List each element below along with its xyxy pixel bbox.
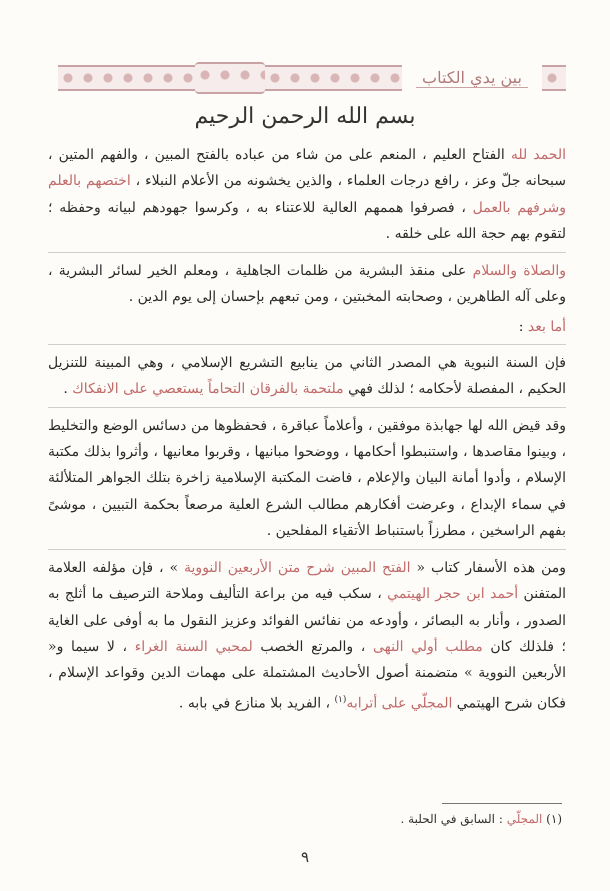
main-text (48, 142, 566, 721)
text-run: على منقذ البشرية من ظلمات الجاهلية ، ومعلم الخير لسائر البشرية ، وعلى آله الطاهرين ، وصحابته المخبتين ، ومن تبعهم بإحسان إلى يوم الدين . (48, 262, 566, 306)
paragraph-scholars: وقد قيض الله لها جهابذة موفقين ، وأعلاماً عباقرة ، فحفظوها من دسائس الوضع والتخليط ، وبينوا مقاصدها ، واستنبطوا أحكامها ، ووضحوا مبانيها ، وقربوا معانيها ، وأثروا بذلك مكتبة الإسلام ، وأدوا أمانة البيان والإعلام ، فاضت المكتبة الإسلامية زاخرة بتلك الجواهر المتلألئة في سماء الإبداع ، وعرضت أفكارهم مطالب الشرع العلية مرصعاً بحكمة التبيين ، موشىً بفهم الراسخين ، مطرزاً باستنباط الأتقياء المفلحين . (48, 417, 566, 540)
page-number: ٩ (300, 848, 310, 866)
basmala: بسم الله الرحمن الرحيم (194, 104, 416, 129)
highlight-text: الحمد لله (510, 147, 566, 163)
footnote-text: : السابق في الحلبة . (400, 812, 507, 826)
text-run: ، سكب فيه من براعة التأليف وملاحة الترصيف ما أثلج به الصدور ، وأنار به البصائر ، وأودعه من نفائس الفوائد وعزيز النقول ما به أوفى على الغاية ؛ فلذلك كان (48, 586, 567, 655)
highlight-text: اختصهم بالعلم وشرفهم بالعمل (48, 173, 567, 216)
footnote-rule (442, 803, 562, 804)
highlight-text: المجلّي على أترابه (346, 695, 453, 712)
chapter-title: بين يدي الكتاب (416, 68, 528, 88)
divider (48, 344, 566, 345)
text-run: » ، فإن مؤلفه العلامة المتفنن (48, 559, 566, 603)
highlight-text: والصلاة والسلام (472, 262, 567, 279)
author-name: أحمد ابن حجر الهيتمي (387, 586, 519, 603)
paragraph-sunnah (48, 350, 566, 403)
ornament-band-right (542, 65, 566, 91)
header-ornament (58, 60, 566, 96)
footnote-ref[interactable]: (١) (334, 694, 347, 705)
paragraph-salutation (48, 258, 566, 311)
book-title: الفتح المبين شرح متن الأربعين النووية (184, 559, 411, 576)
footnote (44, 812, 562, 826)
text-run: ، والمرتع الخصب (252, 638, 373, 655)
text-run: . (63, 381, 73, 398)
divider (48, 252, 566, 253)
footnote-term: المجلّي (506, 812, 543, 826)
highlight-text: مطلب أولي النهى (372, 638, 483, 655)
text-run: : (518, 319, 528, 336)
text-run: ، لا سيما و« الأربعين النووية » متضمنة أصول الأحاديث المشتملة على مهمات الدين وقواعد الإسلام ، فكان شرح الهيتمي (48, 638, 566, 712)
text-run: ، الفريد بلا منازع في بابه . (178, 695, 335, 712)
text-run: ، فصرفوا هممهم العالية للاعتناء به ، وكرسوا جهودهم لبيانه وحفظه ؛ لتقوم بهم حجة الله على خلقه . (48, 199, 566, 243)
highlight-text: أما بعد (527, 319, 566, 336)
ornament-medallion-icon (195, 62, 265, 94)
text-run: ومن هذه الأسفار كتاب « (410, 559, 566, 576)
text-run: فإن السنة النبوية هي المصدر الثاني من ينابيع التشريع الإسلامي ، وهي المبينة للتنزيل الحكيم ، المفصلة لأحكامه ؛ لذلك فهي (48, 354, 566, 398)
header-medallion (195, 62, 265, 94)
paragraph-amma-baad (48, 314, 566, 340)
highlight-text: ملتحمة بالفرقان التحاماً يستعصي على الانفكاك (72, 381, 344, 398)
highlight-text: لمحبي السنة الغراء (134, 638, 253, 655)
ornament-band-left (58, 65, 195, 91)
ornament-band-middle (265, 65, 402, 91)
paragraph-praise (48, 142, 566, 248)
divider (48, 549, 566, 550)
paragraph-book (48, 555, 566, 717)
footnote-number: (١) (546, 812, 562, 826)
text-run: الفتاح العليم ، المنعم على من شاء من عباده بالفتح المبين ، والفهم المتين ، سبحانه جلّ وعز ، رافع درجات العلماء ، والذين يخشونه من الأعلام النبلاء ، (48, 147, 567, 190)
divider (48, 407, 566, 408)
